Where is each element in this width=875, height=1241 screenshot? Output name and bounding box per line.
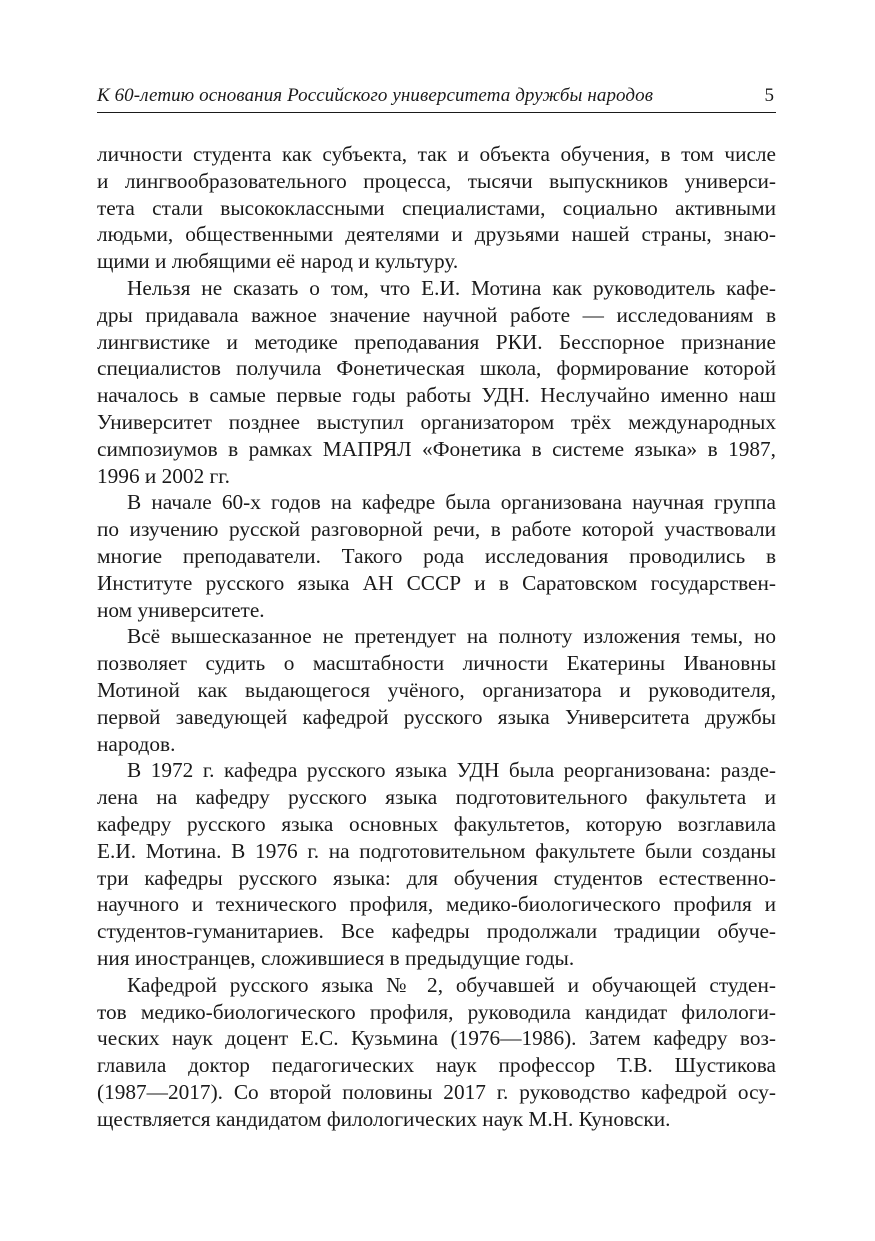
text-line: народов. — [97, 731, 176, 756]
text-line: тета стали высококлассными специалистами, социально активными — [97, 195, 776, 220]
text-line: научного и технического профиля, медико-биологического профиля и — [97, 892, 776, 917]
text-line: ческих наук доцент Е.С. Кузьмина (1976—1986). Затем кафедру воз- — [97, 1026, 776, 1051]
paragraph — [97, 489, 776, 623]
text-line: Кафедрой русского языка № 2, обучавшей и обучающей студен- — [127, 972, 776, 997]
text-line: специалистов получила Фонетическая школа, формирование которой — [97, 356, 776, 381]
text-line: по изучению русской разговорной речи, в работе которой участвовали — [97, 517, 776, 542]
text-line: Институте русского языка АН СССР и в Саратовском государствен- — [97, 570, 776, 595]
text-line: Университет позднее выступил организатором трёх международных — [97, 409, 776, 434]
text-line: многие преподаватели. Такого рода исследования проводились в — [97, 543, 776, 568]
running-header-title: К 60-летию основания Российского университета дружбы народов — [97, 85, 654, 106]
text-line: Мотиной как выдающегося учёного, организатора и руководителя, — [97, 677, 776, 702]
body-text — [97, 141, 776, 1132]
text-line: ном университете. — [97, 597, 265, 622]
text-line: позволяет судить о масштабности личности Екатерины Ивановны — [97, 651, 776, 676]
paragraph — [97, 972, 776, 1133]
running-header — [97, 84, 776, 113]
text-line: Всё вышесказанное не претендует на полноту изложения темы, но — [127, 624, 776, 649]
text-line: и лингвообразовательного процесса, тысячи выпускников универси- — [97, 168, 776, 193]
text-line: началось в самые первые годы работы УДН. Неслучайно именно наш — [97, 383, 776, 408]
text-line: симпозиумов в рамках МАПРЯЛ «Фонетика в системе языка» в 1987, — [97, 436, 776, 461]
text-line: щими и любящими её народ и культуру. — [97, 249, 459, 274]
text-line: ществляется кандидатом филологических наук М.Н. Куновски. — [97, 1106, 671, 1131]
text-line: лена на кафедру русского языка подготовительного факультета и — [97, 785, 776, 810]
text-line: В 1972 г. кафедра русского языка УДН была реорганизована: разде- — [127, 758, 776, 783]
paragraph — [97, 275, 776, 489]
text-line: В начале 60-х годов на кафедре была организована научная группа — [127, 490, 776, 515]
text-line: (1987—2017). Со второй половины 2017 г. руководство кафедрой осу- — [97, 1079, 776, 1104]
text-line: первой заведующей кафедрой русского языка Университета дружбы — [97, 704, 776, 729]
text-line: Е.И. Мотина. В 1976 г. на подготовительном факультете были созданы — [97, 838, 776, 863]
text-line: студентов-гуманитариев. Все кафедры продолжали традиции обуче- — [97, 919, 776, 944]
page-number: 5 — [764, 85, 774, 106]
text-line: людьми, общественными деятелями и друзьями нашей страны, знаю- — [97, 222, 776, 247]
text-line: тов медико-биологического профиля, руководила кандидат филологи- — [97, 999, 776, 1024]
text-line: три кафедры русского языка: для обучения студентов естественно- — [97, 865, 776, 890]
text-line: дры придавала важное значение научной работе — исследованиям в — [97, 302, 776, 327]
paragraph — [97, 757, 776, 971]
paragraph — [97, 623, 776, 757]
paragraph — [97, 141, 776, 275]
text-line: кафедру русского языка основных факультетов, которую возглавила — [97, 811, 776, 836]
text-line: ния иностранцев, сложившиеся в предыдущие годы. — [97, 945, 575, 970]
text-line: Нельзя не сказать о том, что Е.И. Мотина как руководитель кафе- — [127, 275, 776, 300]
text-line: лингвистике и методике преподавания РКИ. Бесспорное признание — [97, 329, 776, 354]
text-line: личности студента как субъекта, так и объекта обучения, в том числе — [97, 142, 776, 166]
text-line: главила доктор педагогических наук профессор Т.В. Шустикова — [97, 1053, 776, 1078]
text-line: 1996 и 2002 гг. — [97, 463, 230, 488]
